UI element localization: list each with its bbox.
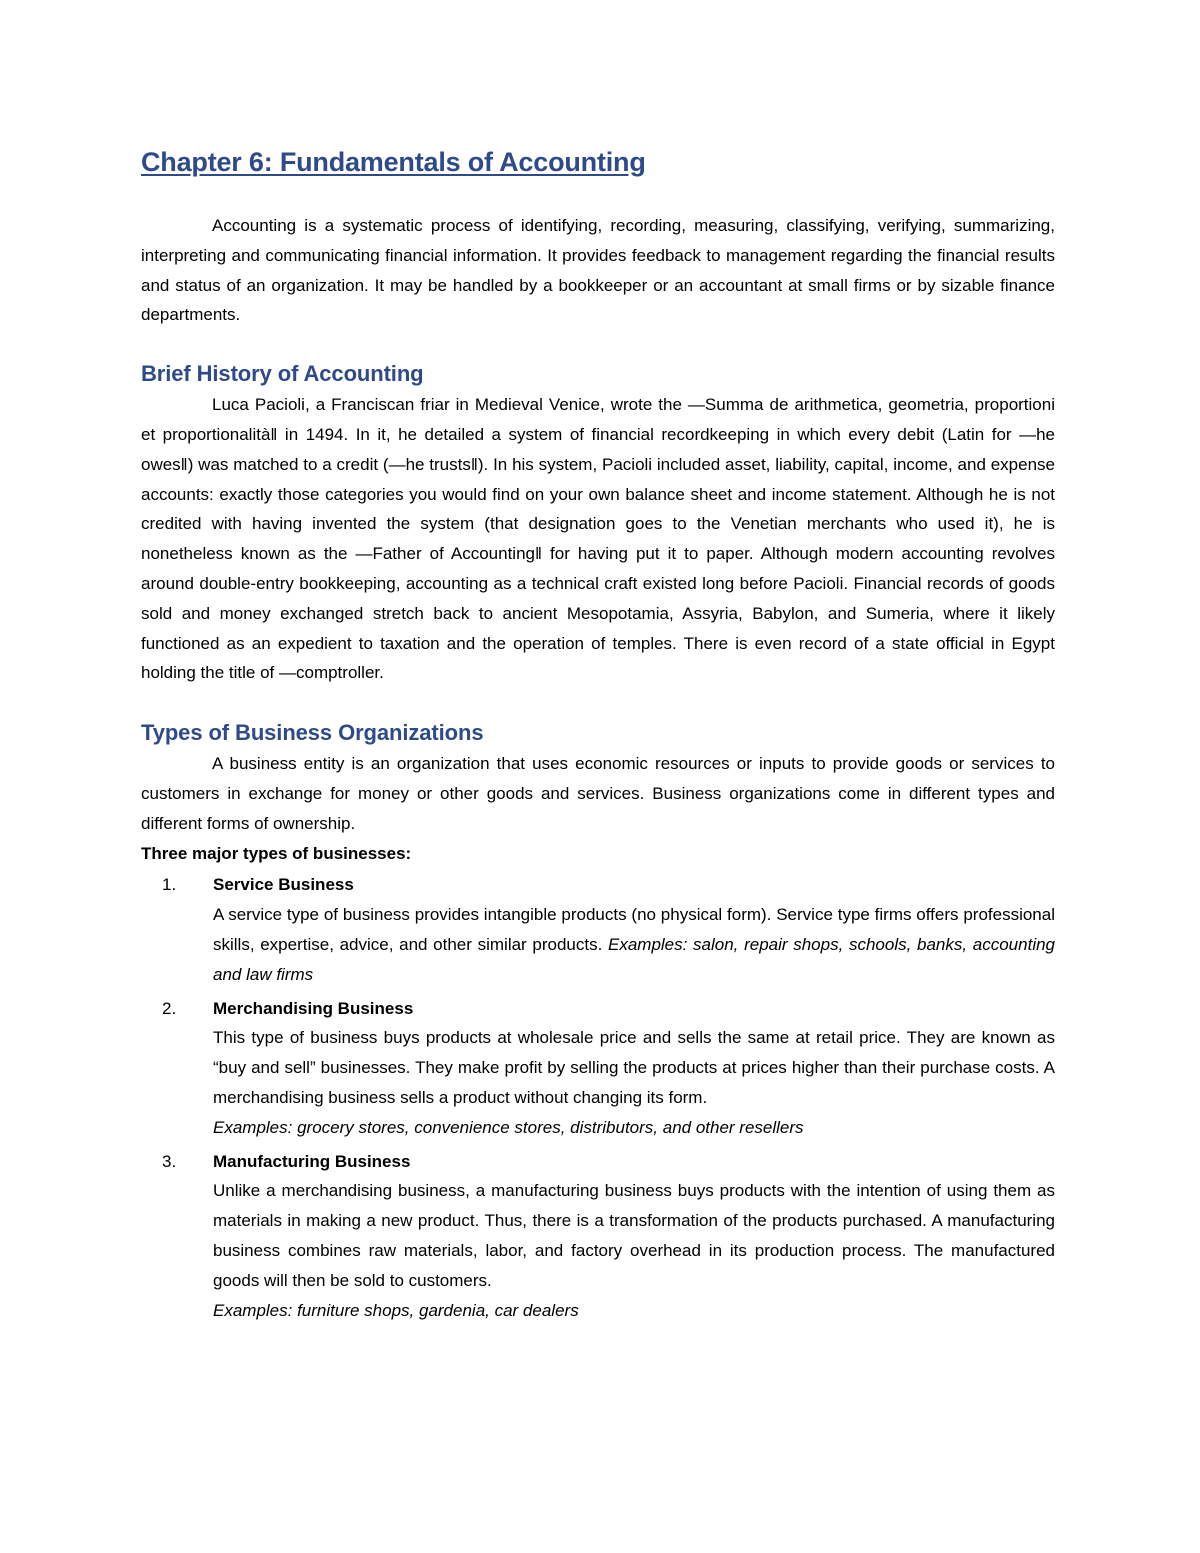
list-item-merchandising <box>141 994 1055 1143</box>
examples-text: Examples: grocery stores, convenience stores, distributors, and other resellers <box>213 1117 804 1137</box>
list-item-manufacturing <box>141 1147 1055 1326</box>
description-text: Unlike a merchandising business, a manufacturing business buys products with the intention of using them as materials in making a new product. Thus, there is a transformation of the products purchased. A manufacturing business combines raw materials, labor, and factory overhead in its production process. The manufactured goods will then be sold to customers. <box>213 1181 1055 1290</box>
examples-text: Examples: salon, repair shops, schools, banks, accounting and law firms <box>213 934 1055 984</box>
chapter-title: Chapter 6: Fundamentals of Accounting <box>141 147 646 177</box>
list-item-service <box>141 870 1055 989</box>
description-text: A service type of business provides intangible products (no physical form). Service type firms offers professional skills, expertise, advice, and other similar products. <box>213 905 1055 954</box>
types-list-label: Three major types of businesses: <box>141 843 412 863</box>
list-item-number: 1. <box>162 875 177 895</box>
history-heading: Brief History of Accounting <box>141 361 424 387</box>
types-paragraph: A business entity is an organization that uses economic resources or inputs to provide goods or services to customers in exchange for money or other goods and services. Business organizations come in different types and different forms of ownership. <box>141 754 1055 833</box>
list-item-title: Merchandising Business <box>213 998 414 1018</box>
list-item-number: 3. <box>162 1151 177 1171</box>
list-item-description <box>213 900 1055 989</box>
intro-paragraph: Accounting is a systematic process of identifying, recording, measuring, classifying, verifying, summarizing, interpreting and communicating financial information. It provides feedback to management regarding the financial results and status of an organization. It may be handled by a bookkeeper or an accountant at small firms or by sizable finance departments. <box>141 216 1055 325</box>
list-item-number: 2. <box>162 998 177 1018</box>
examples-text: Examples: furniture shops, gardenia, car dealers <box>213 1300 579 1320</box>
business-types-list <box>141 870 1055 1325</box>
list-item-title: Manufacturing Business <box>213 1151 411 1171</box>
page-content <box>141 140 1055 1329</box>
types-heading: Types of Business Organizations <box>141 720 484 746</box>
list-item-description <box>213 1176 1055 1325</box>
list-item-description <box>213 1023 1055 1142</box>
history-paragraph: Luca Pacioli, a Franciscan friar in Medieval Venice, wrote the ―Summa de arithmetica, geometria, proportioni et proportionalità‖ in 1494. In it, he detailed a system of financial recordkeeping in which every debit (Latin for ―he owes‖) was matched to a credit (―he trusts‖). In his system, Pacioli included asset, liability, capital, income, and expense accounts: exactly those categories you would find on your own balance sheet and income statement. Although he is not credited with having invented the system (that designation goes to the Venetian merchants who used it), he is nonetheless known as the ―Father of Accounting‖ for having put it to paper. Although modern accounting revolves around double-entry bookkeeping, accounting as a technical craft existed long before Pacioli. Financial records of goods sold and money exchanged stretch back to ancient Mesopotamia, Assyria, Babylon, and Sumeria, where it likely functioned as an expedient to taxation and the operation of temples. There is even record of a state official in Egypt holding the title of ―comptroller. <box>141 395 1055 683</box>
description-text: This type of business buys products at wholesale price and sells the same at retail price. They are known as “buy and sell” businesses. They make profit by selling the products at prices higher than their purchase costs. A merchandising business sells a product without changing its form. <box>213 1028 1055 1107</box>
list-item-title: Service Business <box>213 875 354 895</box>
